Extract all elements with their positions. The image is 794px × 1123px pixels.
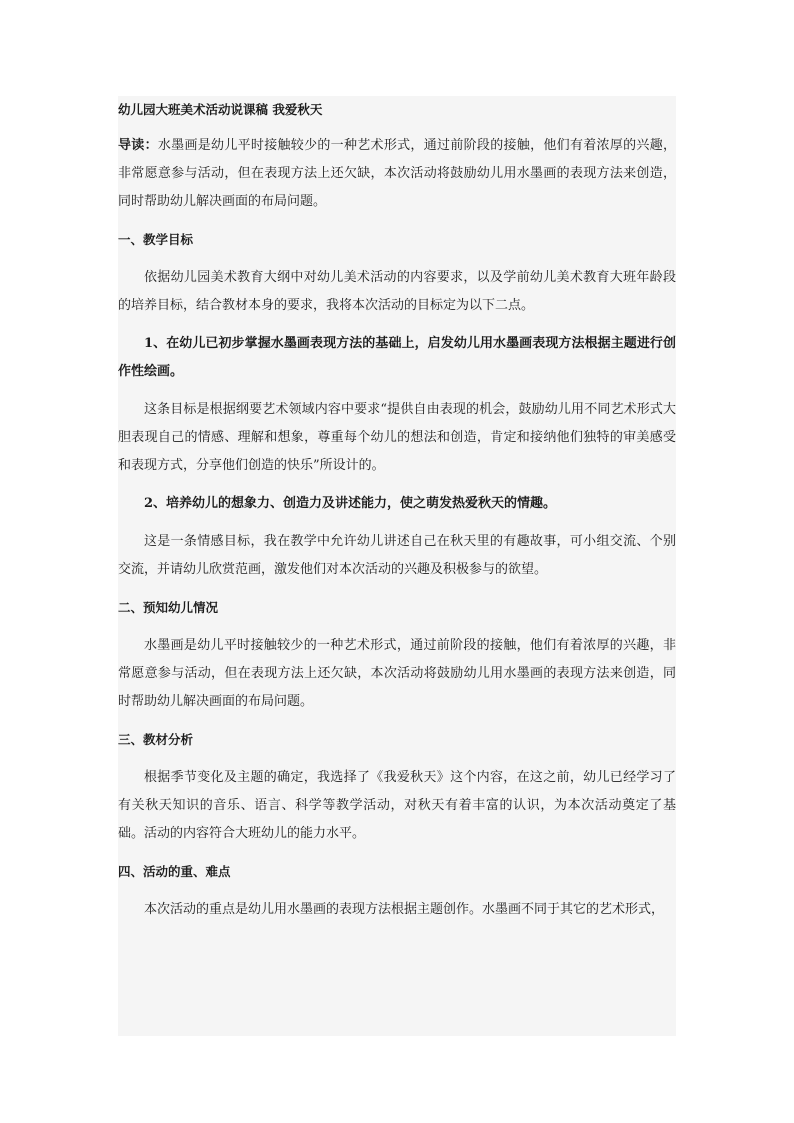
section-heading-children-situation: 二、预知幼儿情况 bbox=[118, 600, 219, 615]
intro-label: 导读： bbox=[118, 138, 158, 153]
document-page bbox=[118, 96, 676, 1036]
material-analysis-paragraph: 根据季节变化及主题的确定，我选择了《我爱秋天》这个内容，在这之前，幼儿已经学习了有关秋天知识的音乐、语言、科学等教学活动，对秋天有着丰富的认识，为本次活动奠定了基础。活动的内容符合大班幼儿的能力水平。 bbox=[118, 770, 676, 841]
intro-paragraph bbox=[118, 132, 676, 216]
children-situation-paragraph: 水墨画是幼儿平时接触较少的一种艺术形式，通过前阶段的接触，他们有着浓厚的兴趣，非常愿意参与活动，但在表现方法上还欠缺，本次活动将鼓励幼儿用水墨画的表现方法来创造，同时帮助幼儿解决画面的布局问题。 bbox=[118, 638, 676, 709]
section-heading-teaching-goals: 一、教学目标 bbox=[118, 232, 194, 247]
key-points-paragraph: 本次活动的重点是幼儿用水墨画的表现方法根据主题创作。水墨画不同于其它的艺术形式， bbox=[144, 902, 665, 917]
intro-text: 水墨画是幼儿平时接触较少的一种艺术形式，通过前阶段的接触，他们有着浓厚的兴趣，非常愿意参与活动，但在表现方法上还欠缺，本次活动将鼓励幼儿用水墨画的表现方法来创造，同时帮助幼儿解决画面的布局问题。 bbox=[118, 138, 676, 209]
teaching-goals-paragraph: 依据幼儿园美术教育大纲中对幼儿美术活动的内容要求，以及学前幼儿美术教育大班年龄段的培养目标，结合教材本身的要求，我将本次活动的目标定为以下二点。 bbox=[118, 270, 676, 313]
goal-1-description: 这条目标是根据纲要艺术领域内容中要求“提供自由表现的机会，鼓励幼儿用不同艺术形式大胆表现自己的情感、理解和想象，尊重每个幼儿的想法和创造，肯定和接纳他们独特的审美感受和表现方式，分享他们创造的快乐”所设计的。 bbox=[118, 402, 676, 473]
document-title: 幼儿园大班美术活动说课稿 我爱秋天 bbox=[118, 102, 323, 117]
section-heading-key-points: 四、活动的重、难点 bbox=[118, 864, 231, 879]
goal-2-description: 这是一条情感目标，我在教学中允许幼儿讲述自己在秋天里的有趣故事，可小组交流、个别交流，并请幼儿欣赏范画，激发他们对本次活动的兴趣及积极参与的欲望。 bbox=[118, 534, 676, 577]
goal-2: 2、培养幼儿的想象力、创造力及讲述能力，使之萌发热爱秋天的情趣。 bbox=[144, 496, 557, 511]
section-heading-material-analysis: 三、教材分析 bbox=[118, 732, 194, 747]
goal-1: 1、在幼儿已初步掌握水墨画表现方法的基础上，启发幼儿用水墨画表现方法根据主题进行创作性绘画。 bbox=[118, 336, 676, 379]
